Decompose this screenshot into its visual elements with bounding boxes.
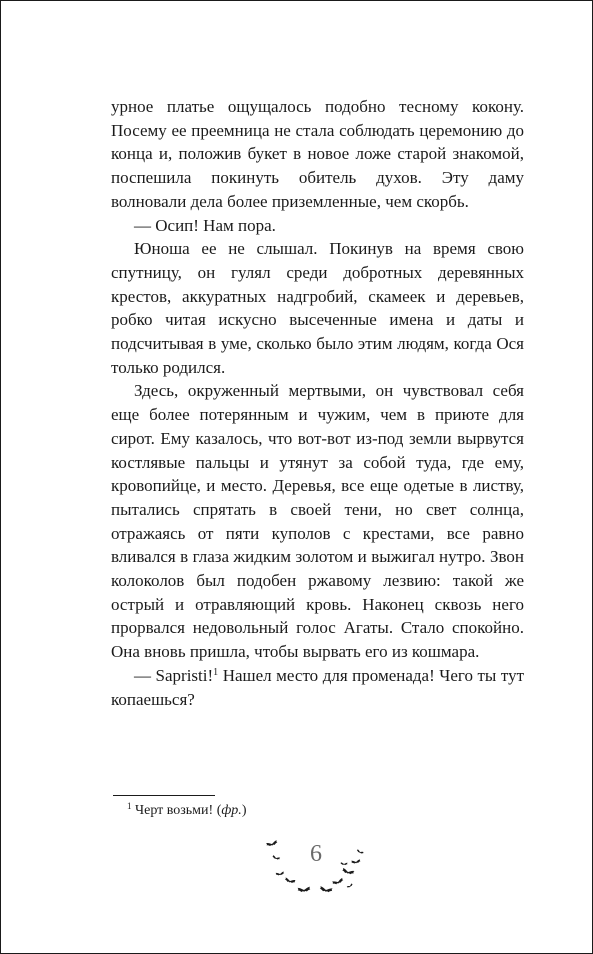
footnote-italic: фр. — [221, 803, 242, 818]
paragraph: Здесь, окруженный мертвыми, он чувствовал себя еще более потерянным и чужим, чем в приюте для сирот. Ему казалось, что вот-вот из-под земли вырвутся костлявые пальцы и утянут за собой туда, где ему, кровопийце, и место. Деревья, все еще одетые в листву, пытались спрятать в своей тени, но свет солнца, отражаясь от пяти куполов с крестами, все равно вливался в глаза жидким золотом и выжигал нутро. Звон колоколов был подобен ржавому лезвию: такой же острый и отравляющий кровь. Наконец сквозь него прорвался недовольный голос Агаты. Стало спокойно. Она вновь пришла, чтобы вырвать его из кошмара. — [111, 381, 524, 662]
paragraph: урное платье ощущалось подобно тесному кокону. Посему ее преемница не стала соблюдать церемонию до конца и, положив букет в новое ложе старой знакомой, поспешила покинуть обитель духов. Эту даму волновали дела более приземленные, чем скорбь. — [111, 97, 524, 211]
footnote — [127, 802, 246, 820]
page-number-ornament — [266, 834, 366, 902]
paragraph — [111, 664, 524, 711]
footnote-text: Черт возьми! ( — [135, 803, 222, 818]
footnote-reference[interactable]: 1 — [213, 666, 219, 678]
footnote-number: 1 — [127, 801, 132, 811]
body-text — [111, 95, 524, 711]
page-number: 6 — [310, 841, 322, 867]
footnote-divider — [113, 795, 215, 796]
paragraph: — Осип! Нам пора. — [134, 215, 276, 235]
footnote-close: ) — [241, 803, 247, 818]
paragraph: Юноша ее не слышал. Покинув на время свою спутницу, он гулял среди добротных деревянных крестов, аккуратных надгробий, скамеек и деревьев, робко читая искусно высеченные имена и даты и подсчитывая в уме, сколько было этим людям, когда Ося только родился. — [111, 239, 524, 377]
dialogue-text: Нашел место для променада! Чего ты тут копаешься? — [111, 665, 525, 709]
dialogue-text: — Sapristi! — [134, 665, 214, 685]
